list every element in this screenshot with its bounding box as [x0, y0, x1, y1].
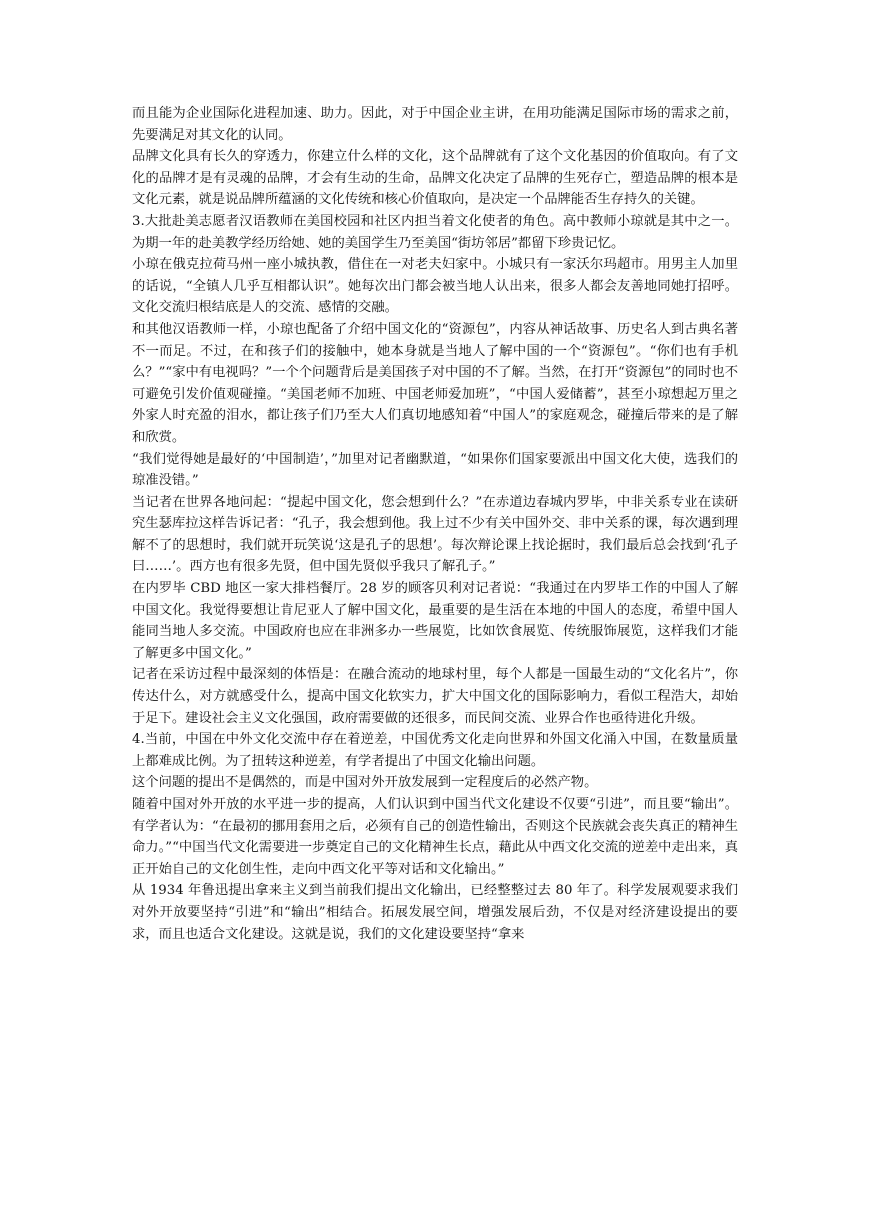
paragraph-brand-culture: 品牌文化具有长久的穿透力，你建立什么样的文化，这个品牌就有了这个文化基因的价值取向。有了文化的品牌才是有灵魂的品牌，才会有生动的生命，品牌文化决定了品牌的生死存亡，塑造品牌的根本是文化元素，就是说品牌所蕴涵的文化传统和核心价值取向，是决定一个品牌能否生存持久的关键。: [132, 149, 738, 208]
paragraph-oklahoma: 小琼在俄克拉荷马州一座小城执教，借住在一对老夫妇家中。小城只有一家沃尔玛超市。用男主人加里的话说，“全镇人几乎互相都认识”。她每次出门都会被当地人认出来，很多人都会友善地同她打招呼。文化交流归根结底是人的交流、感情的交融。: [132, 257, 738, 316]
paragraph-nairobi-cbd: 在内罗毕 CBD 地区一家大排档餐厅。28 岁的顾客贝利对记者说：“我通过在内罗毕工作的中国人了解中国文化。我觉得要想让肯尼亚人了解中国文化，最重要的是生活在本地的中国人的态度，希望中国人能同当地人多交流。中国政府也应在非洲多办一些展览，比如饮食展览、传统服饰展览，这样我们才能了解更多中国文化。”: [132, 581, 738, 661]
paragraph-not-accidental: 这个问题的提出不是偶然的，而是中国对外开放发展到一定程度后的必然产物。: [132, 775, 598, 791]
paragraph-resource-pack: 和其他汉语教师一样，小琼也配备了介绍中国文化的“资源包”，内容从神话故事、历史名人到古典名著不一而足。不过，在和孩子们的接触中，她本身就是当地人了解中国的一个“资源包”。“你们也有手机么？”“家中有电视吗？”一个个问题背后是美国孩子对中国的不了解。当然，在打开“资源包”的同时也不可避免引发价值观碰撞。“美国老师不加班、中国老师爱加班”，“中国人爱储蓄”，甚至小琼想起万里之外家人时充盈的泪水，都让孩子们乃至大人们真切地感知着“中国人”的家庭观念，碰撞后带来的是了解和欣赏。: [132, 321, 738, 445]
paragraph-import-export: 随着中国对外开放的水平进一步的提高，人们认识到中国当代文化建设不仅要“引进”，而且要“输出”。有学者认为：“在最初的挪用套用之后，必须有自己的创造性输出，否则这个民族就会丧失真正的精神生命力。”“中国当代文化需要进一步奠定自己的文化精神生长点，藉此从中西文化交流的逆差中走出来，真正开始自己的文化创生性，走向中西文化平等对话和文化输出。”: [132, 797, 738, 877]
paragraph-item-4: 4.当前，中国在中外文化交流中存在着逆差，中国优秀文化走向世界和外国文化涌入中国，在数量质量上都难成比例。为了扭转这种逆差，有学者提出了中国文化输出问题。: [132, 732, 738, 769]
paragraph-brand-tail: 而且能为企业国际化进程加速、助力。因此，对于中国企业主讲，在用功能满足国际市场的需求之前，先要满足对其文化的认同。: [132, 106, 738, 143]
paragraph-nairobi-confucius: 当记者在世界各地问起：“提起中国文化，您会想到什么？”在赤道边春城内罗毕，中非关系专业在读研究生瑟库拉这样告诉记者：“孔子，我会想到他。我上过不少有关中国外交、非中关系的课，每次遇到理解不了的思想时，我们就开玩笑说‘这是孔子的思想’。每次辩论课上找论据时，我们最后总会找到‘孔子曰……’。西方也有很多先贤，但中国先贤似乎我只了解孔子。”: [132, 494, 738, 575]
paragraph-item-3: 3.大批赴美志愿者汉语教师在美国校园和社区内担当着文化使者的角色。高中教师小琼就是其中之一。为期一年的赴美教学经历给她、她的美国学生乃至美国“街坊邻居”都留下珍贵记忆。: [132, 213, 738, 251]
paragraph-gary-quote: “我们觉得她是最好的‘中国制造’，”加里对记者幽默道，“如果你们国家要派出中国文化大使，选我们的琼准没错。”: [132, 451, 738, 489]
paragraph-lu-xun: 从 1934 年鲁迅提出拿来主义到当前我们提出文化输出，已经整整过去 80 年了。科学发展观要求我们对外开放要坚持“引进”和“输出”相结合。拓展发展空间，增强发展后劲，不仅是对经济建设提出的要求，而且也适合文化建设。这就是说，我们的文化建设要坚持“拿来: [132, 883, 738, 942]
paragraph-reporter-insight: 记者在采访过程中最深刻的体悟是：在融合流动的地球村里，每个人都是一国最生动的“文化名片”，你传达什么，对方就感受什么，提高中国文化软实力，扩大中国文化的国际影响力，看似工程浩大，却始于足下。建设社会主义文化强国，政府需要做的还很多，而民间交流、业界合作也亟待进化升级。: [132, 667, 738, 726]
document-body: [132, 103, 738, 945]
